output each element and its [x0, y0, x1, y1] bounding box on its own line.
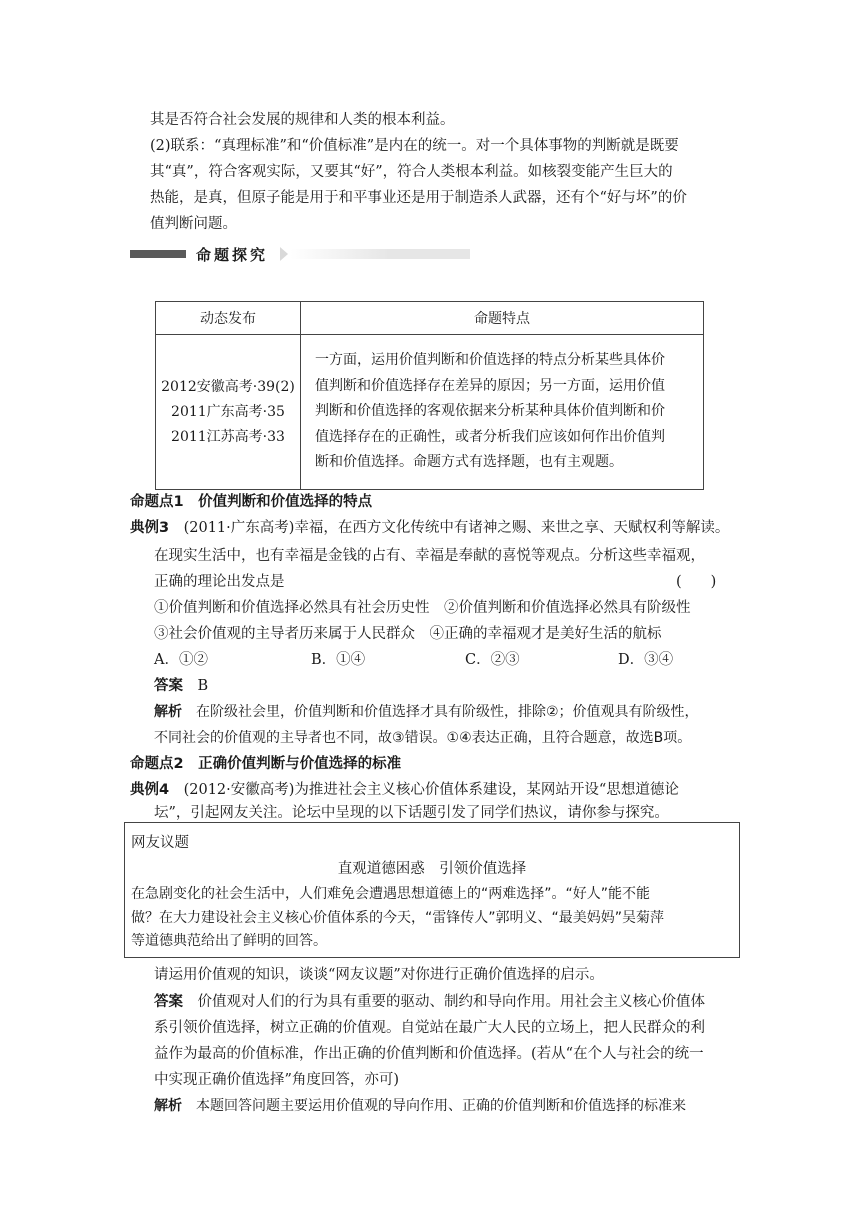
- answer-text: 价值观对人们的行为具有重要的驱动、制约和导向作用。用社会主义核心价值体: [197, 994, 705, 1010]
- feature-line: 一方面，运用价值判断和价值选择的特点分析某些具体价: [315, 352, 665, 369]
- table-cell-sources: [156, 335, 301, 490]
- box-title: 直观道德困惑 引领价值选择: [337, 861, 527, 877]
- example-line: 在现实生活中，也有幸福是金钱的占有、幸福是奉献的喜悦等观点。分析这些幸福观，: [154, 548, 705, 564]
- box-line: 在急剧变化的社会生活中，人们难免会遭遇思想道德上的“两难选择”。“好人”能不能: [131, 886, 651, 902]
- box-line: 等道德典范给出了鲜明的回答。: [131, 933, 327, 949]
- discussion-box: [124, 822, 740, 958]
- example-line: 正确的理论出发点是: [154, 574, 285, 590]
- example-text: (2011·广东高考)幸福，在西方文化传统中有诸神之赐、来世之享、天赋权利等解读。: [183, 520, 730, 536]
- answer-line: [154, 992, 705, 1012]
- option-line: ①价值判断和价值选择必然具有社会历史性 ②价值判断和价值选择必然具有阶级性: [154, 600, 691, 616]
- example-label: 典例4: [130, 782, 170, 798]
- intro-line: 值判断问题。: [150, 216, 237, 232]
- point-title: 正确价值判断与价值选择的标准: [198, 756, 402, 772]
- feature-line: 判断和价值选择的客观依据来分析某种具体价值判断和价: [315, 403, 665, 420]
- intro-line: 其是否符合社会发展的规律和人类的根本利益。: [150, 112, 455, 128]
- answer-text: B: [197, 678, 209, 694]
- answer-label: 答案: [154, 994, 183, 1010]
- answer-line: 益作为最高的价值标准，作出正确的价值判断和价值选择。(若从“在个人与社会的统一: [154, 1046, 704, 1062]
- feature-line: 值判断和价值选择存在差异的原因；另一方面，运用价值: [315, 377, 665, 394]
- choice-b: B．①④: [311, 652, 366, 668]
- intro-line: 热能，是真，但原子能是用于和平事业还是用于制造杀人武器，还有个“好与坏”的价: [150, 190, 687, 206]
- analysis-label: 解析: [154, 704, 182, 720]
- chevron-right-icon: [280, 247, 288, 261]
- source-item: 2011广东高考·35: [171, 403, 285, 420]
- point-label: 命题点2: [130, 756, 184, 772]
- answer-label: 答案: [154, 678, 183, 694]
- table-row: [156, 335, 704, 490]
- point-label: 命题点1: [130, 494, 184, 510]
- intro-line: 其“真”，符合客观实际，又要其“好”，符合人类根本利益。如核裂变能产生巨大的: [150, 164, 673, 180]
- choice-a: A．①②: [154, 652, 208, 668]
- table-header-cell: 动态发布: [156, 302, 301, 335]
- example-line: [130, 518, 729, 538]
- analysis-label: 解析: [154, 1098, 182, 1114]
- box-label: 网友议题: [131, 835, 189, 851]
- box-paragraph: [131, 883, 735, 954]
- answer-blank: ( ): [676, 574, 717, 590]
- point-title: 价值判断和价值选择的特点: [198, 494, 373, 510]
- point-heading: [130, 754, 401, 774]
- source-item: 2012安徽高考·39(2): [161, 378, 295, 395]
- table-cell-features: [301, 335, 704, 490]
- analysis-line: 不同社会的价值观的主导者也不同，故③错误。①④表达正确，且符合题意，故选B项。: [154, 730, 692, 746]
- box-line: 做？在大力建设社会主义核心价值体系的今天，“雷锋传人”郭明义、“最美妈妈”吴菊萍: [131, 909, 665, 926]
- answer-line: 系引领价值选择，树立正确的价值观。自觉站在最广大人民的立场上，把人民群众的利: [154, 1020, 705, 1036]
- choice-c: C．②③: [465, 652, 520, 668]
- section-banner: [130, 244, 470, 264]
- analysis-text: 在阶级社会里，价值判断和价值选择才具有阶级性，排除②；价值观具有阶级性，: [196, 704, 699, 720]
- analysis-line: [154, 1096, 686, 1116]
- banner-bar-light: [390, 249, 470, 259]
- topic-table: [155, 301, 704, 490]
- choice-d: D．③④: [618, 652, 674, 668]
- example-text: (2012·安徽高考)为推进社会主义核心价值体系建设，某网站开设“思想道德论: [183, 782, 679, 798]
- example-label: 典例3: [130, 520, 170, 536]
- example-line: 坛”，引起网友关注。论坛中呈现的以下话题引发了同学们热议，请你参与探究。: [154, 805, 669, 821]
- table-header-row: [156, 302, 704, 335]
- feature-line: 值选择存在的正确性，或者分析我们应该如何作出价值判: [315, 428, 665, 445]
- answer-line: [154, 676, 208, 696]
- table-header-cell: 命题特点: [301, 302, 704, 335]
- intro-line: (2)联系：“真理标准”和“价值标准”是内在的统一。对一个具体事物的判断就是既要: [150, 138, 679, 154]
- answer-line: 中实现正确价值选择”角度回答，亦可): [154, 1072, 400, 1088]
- option-line: ③社会价值观的主导者历来属于人民群众 ④正确的幸福观才是美好生活的航标: [154, 626, 662, 642]
- banner-fade: [290, 249, 390, 259]
- banner-bar-icon: [130, 250, 186, 258]
- section-title: 命题探究: [196, 246, 269, 264]
- source-item: 2011江苏高考·33: [171, 428, 285, 445]
- feature-line: 断和价值选择。命题方式有选择题，也有主观题。: [315, 454, 623, 471]
- point-heading: [130, 492, 372, 512]
- analysis-text: 本题回答问题主要运用价值观的导向作用、正确的价值判断和价值选择的标准来: [196, 1098, 686, 1114]
- analysis-line: [154, 702, 699, 722]
- question-line: 请运用价值观的知识，谈谈“网友议题”对你进行正确价值选择的启示。: [154, 967, 604, 983]
- example-line: [130, 780, 679, 800]
